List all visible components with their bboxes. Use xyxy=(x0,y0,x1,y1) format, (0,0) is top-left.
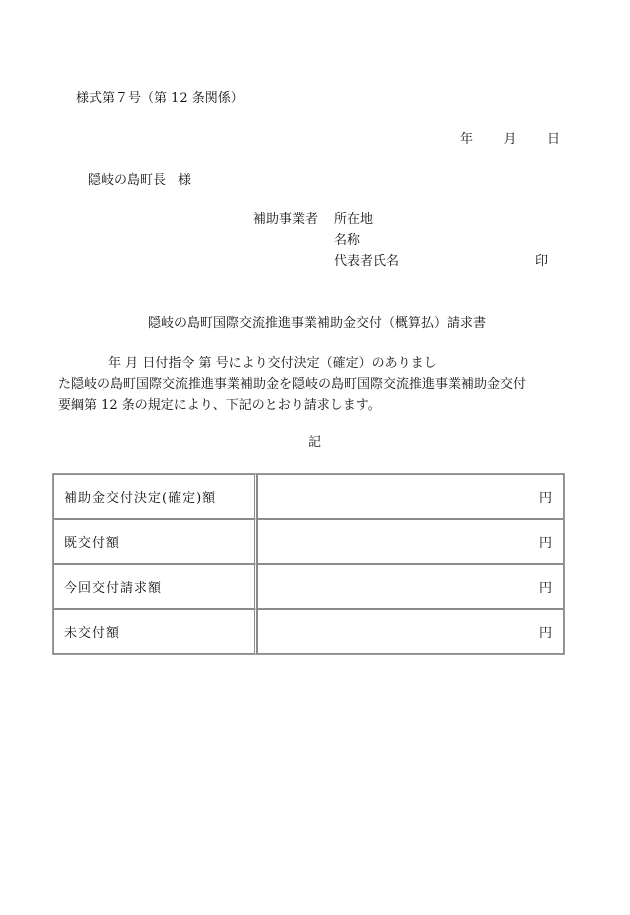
amount-field[interactable]: 円 xyxy=(257,474,564,519)
table-row xyxy=(53,609,564,654)
amount-field[interactable]: 円 xyxy=(257,519,564,564)
body-day-directive: 日付指令 xyxy=(142,356,195,371)
body-year: 年 xyxy=(108,356,122,371)
applicant-name-label: 名称 xyxy=(334,233,361,248)
date-month: 月 xyxy=(503,132,517,147)
table-row xyxy=(53,519,564,564)
body-line-3: 要綱第 12 条の規定により、下記のとおり請求します。 xyxy=(58,398,381,413)
body-line-2: た隠岐の島町国際交流推進事業補助金を隠岐の島町国際交流推進事業補助金交付 xyxy=(58,377,527,392)
document-title: 隠岐の島町国際交流推進事業補助金交付（概算払）請求書 xyxy=(148,316,487,331)
row-label: 既交付額 xyxy=(53,519,257,564)
applicant-label: 補助事業者 xyxy=(253,212,319,227)
row-label: 未交付額 xyxy=(53,609,257,654)
applicant-address-label: 所在地 xyxy=(334,212,374,227)
body-month: 月 xyxy=(125,356,139,371)
date-year: 年 xyxy=(460,132,474,147)
table-row xyxy=(53,474,564,519)
body-line-1-rest: 号により交付決定（確定）のありまし xyxy=(215,356,437,371)
body-number-prefix: 第 xyxy=(198,356,212,371)
body-text xyxy=(58,353,558,416)
date-day: 日 xyxy=(546,132,560,147)
table-row xyxy=(53,564,564,609)
date-line xyxy=(460,131,560,149)
addressee-honorific: 様 xyxy=(178,173,192,188)
amount-field[interactable]: 円 xyxy=(257,609,564,654)
amount-field[interactable]: 円 xyxy=(257,564,564,609)
applicant-representative-label: 代表者氏名 xyxy=(334,254,400,269)
form-number: 様式第７号（第 12 条関係） xyxy=(76,91,244,106)
amounts-table xyxy=(52,473,565,655)
row-label: 今回交付請求額 xyxy=(53,564,257,609)
row-label: 補助金交付決定(確定)額 xyxy=(53,474,257,519)
ki-heading: 記 xyxy=(308,435,322,450)
addressee-name: 隠岐の島町長 xyxy=(88,173,167,188)
body-line-1 xyxy=(58,353,558,374)
seal-mark: 印 xyxy=(535,254,549,269)
addressee xyxy=(88,172,191,190)
